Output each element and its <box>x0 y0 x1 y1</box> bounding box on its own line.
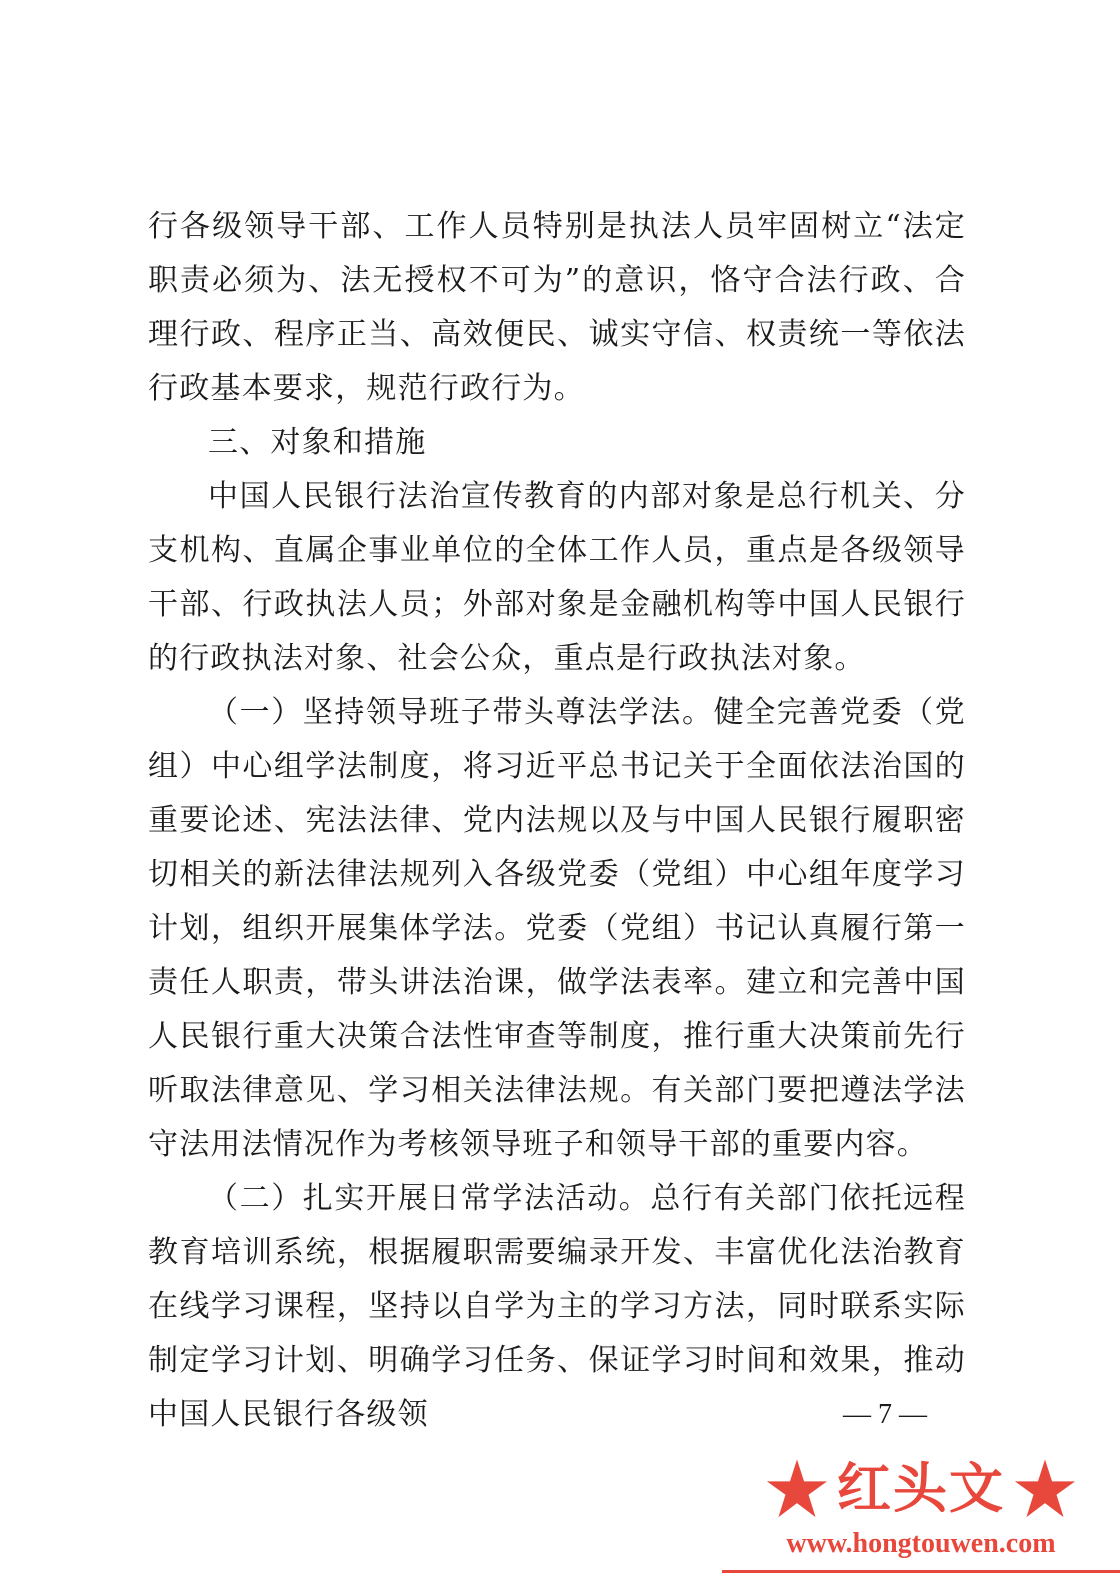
watermark-url: www.hongtouwen.com <box>786 1528 1056 1559</box>
star-icon <box>1013 1457 1077 1521</box>
paragraph-measure-two: （二）扎实开展日常学法活动。总行有关部门依托远程教育培训系统，根据履职需要编录开发、丰富优化法治教育在线学习课程，坚持以自学为主的学习方法，同时联系实际制定学习计划、明确学习任务、保证学习时间和效果，推动中国人民银行各级领 <box>148 1181 966 1432</box>
section-heading: 三、对象和措施 <box>208 425 427 460</box>
paragraph-measure-one: （一）坚持领导班子带头尊法学法。健全完善党委（党组）中心组学法制度，将习近平总书记关于全面依法治国的重要论述、宪法法律、党内法规以及与中国人民银行履职密切相关的新法律法规列入各级党委（党组）中心组年度学习计划，组织开展集体学法。党委（党组）书记认真履行第一责任人职责，带头讲法治课，做学法表率。建立和完善中国人民银行重大决策合法性审查等制度，推行重大决策前先行听取法律意见、学习相关法律法规。有关部门要把遵法学法守法用法情况作为考核领导班子和领导干部的重要内容。 <box>148 695 966 1162</box>
document-body <box>148 200 966 1442</box>
watermark-brand <box>722 1454 1120 1524</box>
watermark <box>722 1448 1120 1585</box>
paragraph-targets: 中国人民银行法治宣传教育的内部对象是总行机关、分支机构、直属企事业单位的全体工作人员，重点是各级领导干部、行政执法人员；外部对象是金融机构等中国人民银行的行政执法对象、社会公众，重点是行政执法对象。 <box>148 479 966 676</box>
star-icon <box>765 1457 829 1521</box>
paragraph-continuation: 行各级领导干部、工作人员特别是执法人员牢固树立“法定职责必须为、法无授权不可为”的意识，恪守合法行政、合理行政、程序正当、高效便民、诚实守信、权责统一等依法行政基本要求，规范行政行为。 <box>148 209 966 406</box>
watermark-brand-name: 红头文 <box>837 1457 1005 1520</box>
watermark-underline <box>722 1570 1120 1573</box>
page-number: — 7 — <box>843 1399 927 1430</box>
